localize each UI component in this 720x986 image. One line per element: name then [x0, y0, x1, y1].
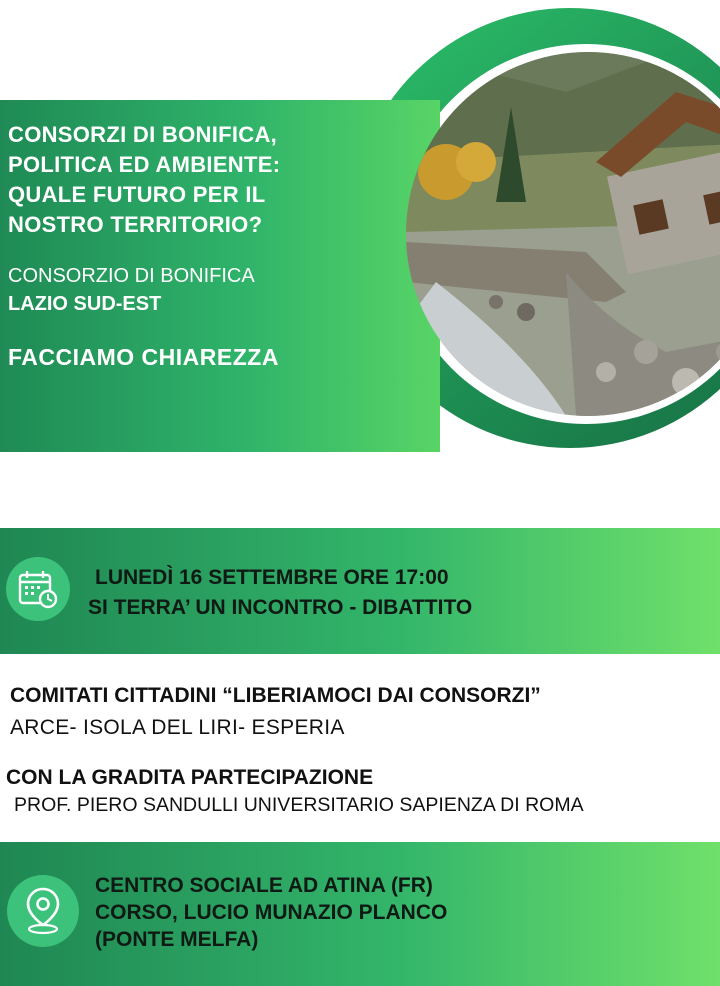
venue-address	[95, 872, 447, 953]
org-line: LAZIO SUD-EST	[8, 293, 162, 315]
organization-name	[8, 262, 388, 318]
tagline: FACCIAMO CHIAREZZA	[8, 344, 279, 370]
venue-line: CENTRO SOCIALE AD ATINA (FR)	[95, 874, 433, 897]
title-line: NOSTRO TERRITORIO?	[8, 212, 263, 237]
towns-list: ARCE- ISOLA DEL LIRI- ESPERIA	[10, 716, 345, 739]
event-description: SI TERRA’ UN INCONTRO - DIBATTITO	[88, 596, 473, 619]
speaker-name: PROF. PIERO SANDULLI UNIVERSITARIO SAPIENZA DI ROMA	[14, 794, 584, 816]
calendar-clock-icon	[18, 569, 58, 609]
venue-line: CORSO, LUCIO MUNAZIO PLANCO	[95, 901, 448, 924]
date-banner	[0, 528, 720, 654]
title-line: QUALE FUTURO PER IL	[8, 182, 266, 207]
location-badge	[7, 875, 79, 947]
title-line: CONSORZI DI BONIFICA,	[8, 122, 278, 147]
event-title	[8, 120, 388, 240]
venue-line: (PONTE MELFA)	[95, 928, 259, 951]
hero-text-block	[8, 120, 388, 371]
location-pin-icon	[23, 887, 63, 935]
calendar-badge	[6, 557, 70, 621]
participation-heading: CON LA GRADITA PARTECIPAZIONE	[6, 766, 374, 789]
title-line: POLITICA ED AMBIENTE:	[8, 152, 281, 177]
event-date: LUNEDÌ 16 SETTEMBRE ORE 17:00	[95, 566, 449, 589]
committee-name: COMITATI CITTADINI “LIBERIAMOCI DAI CONSORZI”	[10, 684, 541, 707]
org-line: CONSORZIO DI BONIFICA	[8, 265, 255, 287]
